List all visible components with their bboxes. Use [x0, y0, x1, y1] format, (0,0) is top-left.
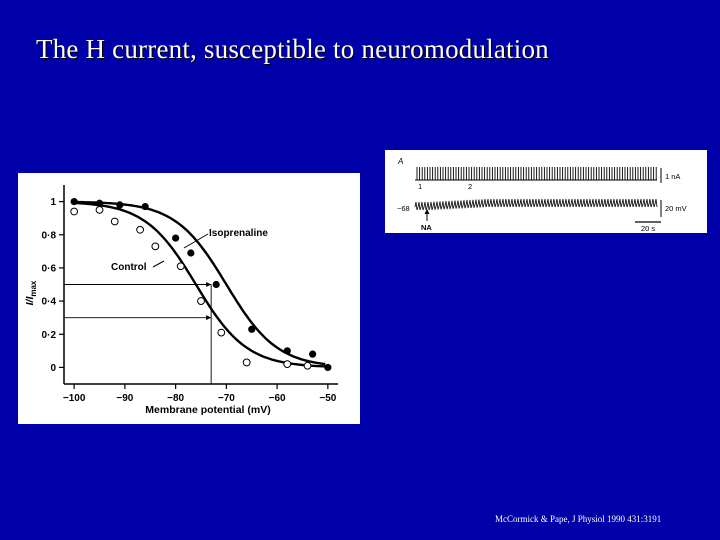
isoprenaline-point	[71, 198, 78, 205]
isoprenaline-point	[213, 281, 220, 288]
isoprenaline-point	[116, 201, 123, 208]
control-point	[152, 243, 159, 250]
x-tick-label: −50	[319, 393, 337, 404]
control-point	[198, 298, 205, 305]
voltage-scale-label: 20 mV	[665, 204, 687, 213]
voltage-level-label: −68	[397, 204, 410, 213]
reference-arrowhead	[206, 315, 211, 320]
isoprenaline-point	[284, 347, 291, 354]
y-tick-label: 1	[50, 197, 56, 209]
reference-lines	[64, 282, 211, 384]
y-axis-title: $I/I_{max}$	[24, 280, 38, 306]
reference-arrowhead	[206, 282, 211, 287]
marker-1-label: 1	[418, 182, 423, 191]
y-tick-label: 0·4	[41, 296, 56, 308]
recording-figure	[385, 150, 707, 233]
recording-traces	[385, 150, 707, 233]
x-tick-label: −60	[268, 393, 286, 404]
isoprenaline-point	[96, 200, 103, 207]
current-trace-path	[415, 167, 657, 180]
x-tick-label: −100	[62, 393, 86, 404]
marker-2-label: 2	[468, 182, 473, 191]
isoprenaline-point	[142, 203, 149, 210]
current-trace	[415, 167, 657, 180]
x-axis-title: Membrane potential (mV)	[145, 404, 271, 416]
control-point	[96, 206, 103, 213]
y-tick-label: 0·6	[41, 263, 56, 275]
voltage-trace	[415, 199, 657, 210]
activation-curve-chart	[18, 173, 360, 424]
control-point	[284, 361, 291, 368]
control-point	[137, 226, 144, 233]
control-point	[243, 359, 250, 366]
activation-curve-figure	[18, 173, 360, 424]
annotations	[24, 228, 271, 416]
isoprenaline-point	[248, 326, 255, 333]
citation: McCormick & Pape, J Physiol 1990 431:3191	[495, 514, 662, 524]
x-tick-label: −70	[217, 393, 235, 404]
panel-label: A	[398, 157, 404, 166]
drug-label: NA	[421, 223, 432, 232]
y-tick-label: 0·2	[41, 329, 56, 341]
current-scale-label: 1 nA	[665, 172, 681, 181]
voltage-trace-path	[415, 199, 657, 210]
control-point	[177, 263, 184, 270]
control-label: Control	[111, 262, 147, 273]
x-tick-label: −90	[116, 393, 134, 404]
fit-curve-isoprenaline	[74, 202, 325, 364]
control-arrow	[153, 261, 164, 267]
time-scale-label: 20 s	[641, 224, 656, 233]
control-point	[71, 208, 78, 215]
isoprenaline-point	[309, 351, 316, 358]
control-point	[218, 329, 225, 336]
isoprenaline-label: Isoprenaline	[209, 228, 268, 239]
isoprenaline-point	[172, 234, 179, 241]
y-tick-label: 0·8	[41, 230, 56, 242]
slide-title: The H current, susceptible to neuromodulation	[36, 34, 549, 64]
y-tick-label: 0	[50, 362, 56, 374]
control-point	[304, 362, 311, 369]
isoprenaline-arrow	[184, 234, 208, 248]
control-point	[111, 218, 118, 225]
axis-ticks	[42, 197, 337, 404]
isoprenaline-point	[187, 249, 194, 256]
isoprenaline-point	[324, 364, 331, 371]
x-tick-label: −80	[167, 393, 185, 404]
